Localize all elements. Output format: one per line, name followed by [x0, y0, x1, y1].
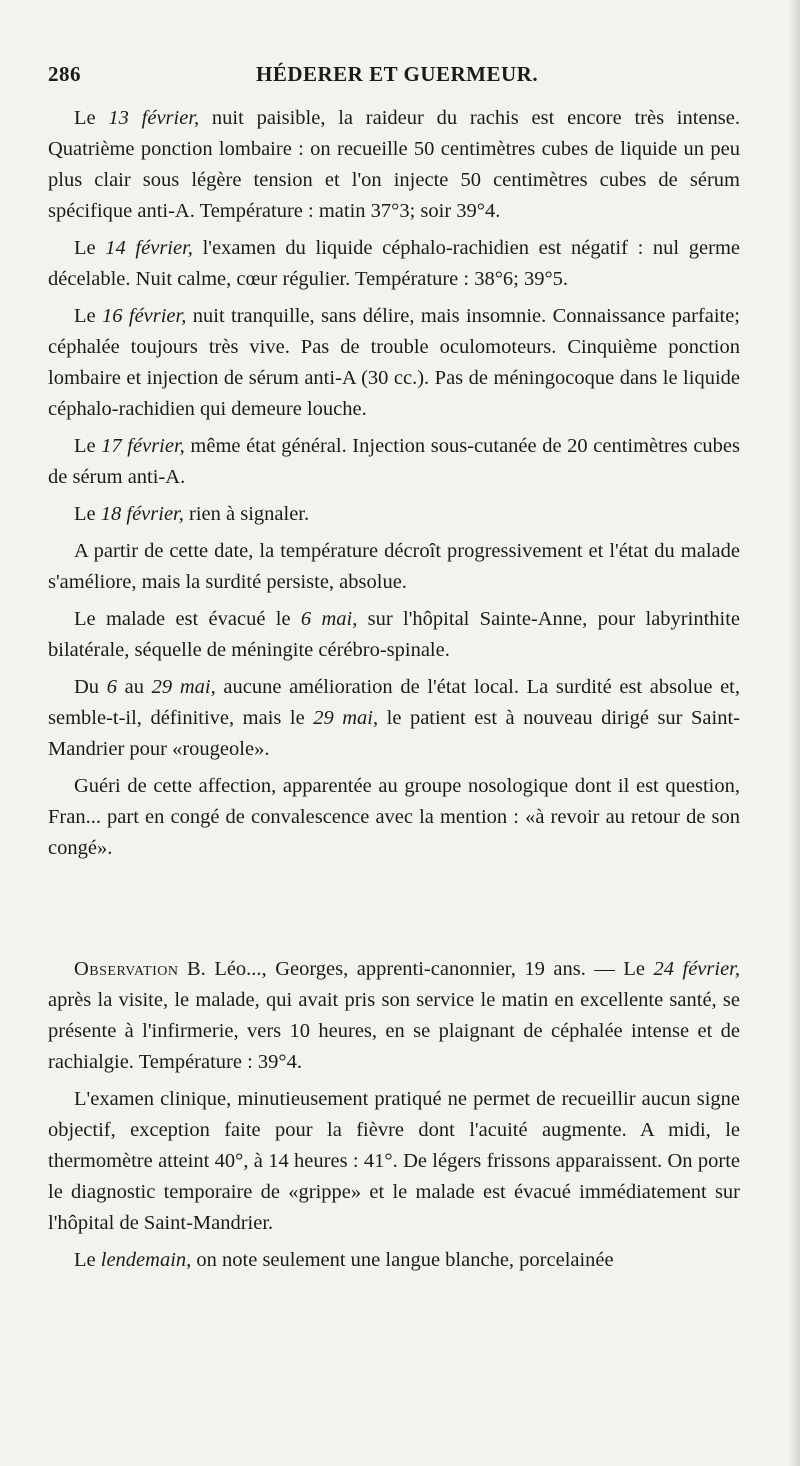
- text-run: Le: [74, 305, 102, 327]
- date: lendemain,: [100, 1249, 192, 1271]
- date: 18 février,: [100, 503, 184, 525]
- page-edge-shadow: [788, 0, 800, 1466]
- date: 17 février,: [101, 435, 185, 457]
- text-run: sur l'hôpital Sainte-Anne, pour labyrinthite bilatérale, séquelle de méningite cérébro-spinale.: [48, 608, 741, 661]
- text-run: Le: [74, 503, 101, 525]
- paragraph: [48, 499, 740, 530]
- date: 24 février,: [653, 958, 741, 980]
- paragraph: [48, 103, 740, 227]
- text-run: Le malade est évacué le: [74, 608, 301, 630]
- text-run: Du: [74, 676, 107, 698]
- paragraph: [48, 604, 740, 666]
- paragraph: L'examen clinique, minutieusement pratiqué ne permet de recueillir aucun signe objectif, exception faite pour la fièvre dont l'acuité augmente. A midi, le thermomètre atteint 40°, à 14 heures : 41°. De légers frissons apparaissent. On porte le diagnostic temporaire de «grippe» et le malade est évacué immédiatement sur l'hôpital de Saint-Mandrier.: [48, 1088, 740, 1234]
- running-title: HÉDERER ET GUERMEUR.: [256, 62, 539, 86]
- text-run: au: [116, 676, 152, 698]
- paragraph: [48, 1245, 740, 1276]
- paragraph: [48, 672, 740, 765]
- text-run: Le: [74, 237, 106, 259]
- text-run: après la visite, le malade, qui avait pris son service le matin en excellente santé, se présente à l'infirmerie, vers 10 heures, en se plaignant de céphalée intense et de rachialgie. Température : 39°4.: [48, 989, 740, 1073]
- paragraph: A partir de cette date, la température décroît progressivement et l'état du malade s'améliore, mais la surdité persiste, absolue.: [48, 540, 740, 593]
- observation-heading: Observation: [74, 958, 179, 980]
- paragraph: [48, 431, 740, 493]
- text-run: le patient est à nouveau dirigé sur Saint-Mandrier pour «rougeole».: [48, 707, 740, 760]
- text-run: nuit tranquille, sans délire, mais insomnie. Connaissance parfaite; céphalée toujours très vive. Pas de trouble oculomoteurs. Cinquième ponction lombaire et injection de sérum anti-A (30 cc.). Pas de méningocoque dans le liquide céphalo-rachidien qui demeure louche.: [48, 305, 741, 420]
- date: 29 mai,: [151, 676, 216, 698]
- date: 29 mai,: [313, 707, 379, 729]
- paragraph: Guéri de cette affection, apparentée au groupe nosologique dont il est question, Fran... part en congé de convalescence avec la mention : «à revoir au retour de son congé».: [48, 775, 740, 859]
- date: 14 février,: [105, 237, 193, 259]
- text-run: B. Léo..., Georges, apprenti-canonnier, 19 ans. — Le: [178, 958, 654, 980]
- date: 6: [106, 676, 117, 698]
- date: 16 février,: [102, 305, 187, 327]
- page-number: 286: [48, 62, 81, 86]
- date: 13 février,: [108, 107, 200, 129]
- text-run: l'examen du liquide céphalo-rachidien est négatif : nul germe décelable. Nuit calme, cœur régulier. Température : 38°6; 39°5.: [48, 237, 741, 290]
- text-run: on note seulement une langue blanche, porcelainée: [191, 1249, 614, 1271]
- date: 6 mai,: [300, 608, 358, 630]
- text-run: Le: [74, 435, 102, 457]
- paragraph: [48, 233, 740, 295]
- text-run: aucune amélioration de l'état local. La surdité est absolue et, semble-t-il, définitive, mais le: [48, 676, 740, 729]
- observation-a-continuation: [48, 103, 740, 864]
- paragraph: [48, 301, 740, 425]
- page-header: [48, 62, 748, 92]
- text-run: même état général. Injection sous-cutanée de 20 centimètres cubes de sérum anti-A.: [48, 435, 740, 488]
- observation-heading-paragraph: [48, 954, 740, 1078]
- text-run: Le: [74, 1249, 101, 1271]
- observation-b: [48, 954, 740, 1276]
- text-run: Le: [74, 107, 109, 129]
- text-run: rien à signaler.: [183, 503, 310, 525]
- text-run: nuit paisible, la raideur du rachis est encore très intense. Quatrième ponction lombaire : on recueille 50 centimètres cubes de liquide un peu plus clair sous légère tension et l'on injecte 50 centimètres cubes de sérum spécifique anti-A. Température : matin 37°3; soir 39°4.: [48, 107, 741, 222]
